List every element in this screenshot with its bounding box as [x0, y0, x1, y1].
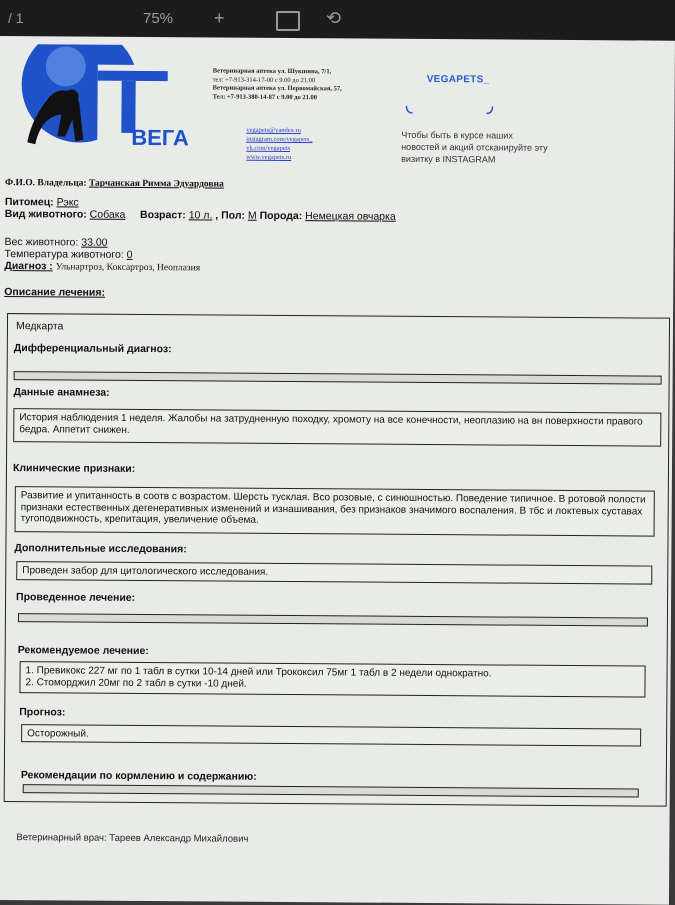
fit-page-icon[interactable]: [276, 11, 300, 31]
pharmacy-phone-2: Тел: +7-913-380-14-87 с 9.00 до 21.00: [212, 92, 318, 101]
clinic-links: [246, 126, 312, 162]
performed-label: Проведенное лечение:: [16, 591, 136, 604]
document-page: [0, 36, 675, 905]
feeding-field: [23, 784, 639, 797]
prognosis-label: Прогноз:: [19, 706, 66, 719]
age-value: 10 л.: [188, 209, 213, 222]
pharmacy-address-1: Ветеринарная аптека ул. Шукшина, 7/1,: [212, 67, 332, 76]
sex-value: М: [247, 209, 257, 222]
anamnesis-label: Данные анамнеза:: [13, 386, 110, 399]
weight-label: Вес животного:: [4, 236, 79, 249]
recommended-item-1: 1. Превикокс 227 мг по 1 табл в сутки 10-14 дней или Трококсил 75мг 1 табл в 2 недели однократно.: [25, 665, 492, 680]
recommended-field: [19, 661, 645, 697]
diagnosis-value: Ульнартроз, Коксартроз, Неоплазия: [55, 262, 201, 274]
website-link[interactable]: www.vegapets.ru: [246, 153, 292, 162]
feeding-label: Рекомендации по кормлению и содержанию:: [20, 769, 257, 783]
pet-details-row: Вид животного: Собака Возраст: 10 л. , Пол: М Порода: Немецкая овчарка: [4, 208, 396, 223]
breed-value: Немецкая овчарка: [305, 210, 396, 223]
species-value: Собака: [89, 208, 126, 221]
rotate-icon[interactable]: ⟲: [326, 8, 342, 28]
differential-field: [14, 371, 662, 385]
medcard: [4, 313, 670, 807]
pharmacy-phone-1: тел: +7-913-314-17-00 с 9.00 до 21.00: [212, 75, 316, 84]
performed-field: [18, 613, 648, 626]
extra-label: Дополнительные исследования:: [14, 542, 187, 556]
clinical-field: Развитие и упитанность в соотв с возрастом. Шерсть тусклая. Всо розовые, с синюшностью. Поведение типичное. В ротовой полости признаки естественных дегенеративных изменений и изнашивания, без признаков значимого воспаления. В тбс и локтевых суставах тугоподвижность, крепитация, увеличение объема.: [15, 486, 655, 536]
owner-label: Ф.И.О. Владельца:: [4, 178, 87, 189]
sex-label: Пол:: [221, 209, 246, 222]
temp-value: 0: [126, 248, 133, 261]
instagram-nametag-icon: [404, 105, 494, 116]
prognosis-field: Осторожный.: [21, 724, 641, 746]
page-counter: / 1: [8, 10, 24, 26]
anamnesis-field: История наблюдения 1 неделя. Жалобы на затрудненную походку, хромоту на все конечности, неоплазию на вн поверхности правого бедра. Аппетит снижен.: [13, 408, 661, 447]
diagnosis-label: Диагноз :: [4, 260, 53, 273]
extra-field: Проведен забор для цитологического исследования.: [16, 561, 652, 584]
owner-name: Тарчанская Римма Эдуардовна: [88, 178, 224, 190]
medcard-title: Медкарта: [15, 320, 64, 333]
vitals: [4, 236, 200, 274]
recommended-label: Рекомендуемое лечение:: [17, 644, 149, 658]
pharmacy-address-2: Ветеринарная аптека ул. Первомайская, 57,: [212, 84, 342, 93]
species-label: Вид животного:: [4, 208, 87, 221]
breed-label: Порода:: [259, 209, 303, 223]
email-link[interactable]: vegapets@yandex.ru: [246, 126, 301, 135]
instagram-link[interactable]: instagram.com/vegapets_: [246, 135, 313, 144]
doctor-signature: Ветеринарный врач: Тареев Александр Михайлович: [16, 832, 249, 845]
instagram-note: Чтобы быть в курсе наших новостей и акций отсканируйте эту визитку в INSTAGRAM: [401, 129, 548, 165]
clinical-label: Клинические признаки:: [12, 462, 136, 475]
differential-label: Дифференциальный диагноз:: [13, 342, 172, 356]
recommended-item-2: 2. Стоморджил 20мг по 2 табл в сутки -10 дней.: [25, 676, 247, 690]
vegapets-brand: VEGAPETS_: [426, 73, 490, 86]
pet-name: Рэкс: [56, 196, 79, 209]
temp-label: Температура животного:: [4, 248, 124, 261]
vk-link[interactable]: vk.com/vegapets: [246, 144, 291, 153]
zoom-level[interactable]: 75%: [143, 10, 174, 27]
zoom-in-button[interactable]: +: [214, 8, 225, 28]
diagnosis-row: [4, 260, 200, 274]
weight-value: 33.00: [81, 236, 108, 249]
pet-name-label: Питомец:: [4, 196, 54, 209]
pet-info: [5, 196, 396, 223]
logo-text: ВЕГА: [131, 124, 189, 151]
clinic-contacts: [213, 67, 342, 102]
owner-line: [5, 178, 224, 190]
age-label: Возраст:: [139, 208, 186, 222]
treatment-heading: Описание лечения:: [4, 286, 106, 299]
clinic-logo: [17, 44, 193, 160]
